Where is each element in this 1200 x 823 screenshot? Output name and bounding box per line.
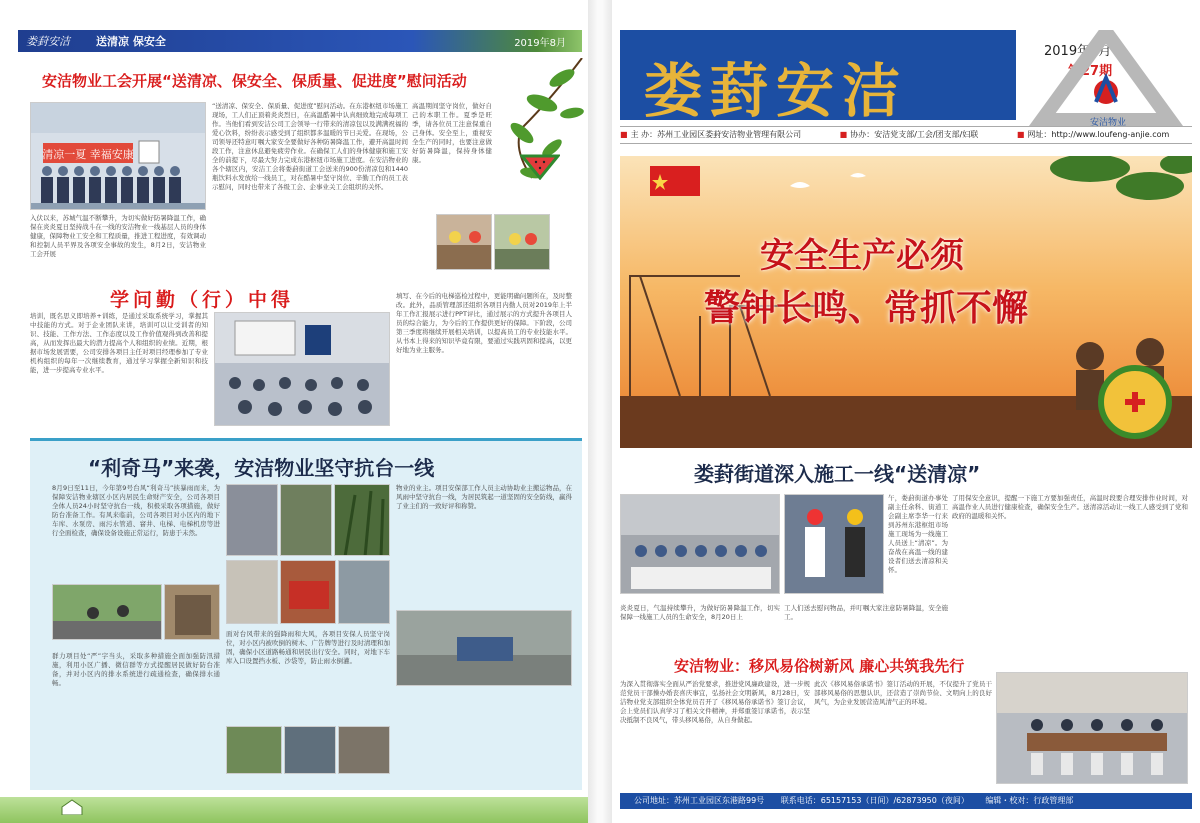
article4-photo-2 — [784, 494, 884, 594]
right-page — [612, 0, 1200, 823]
article3-photo-1 — [52, 584, 162, 640]
article3-photo-3 — [226, 484, 278, 556]
masthead — [620, 30, 1016, 125]
article3-photo-7 — [280, 560, 336, 624]
article1-photo-small-1 — [436, 214, 492, 270]
article1-photo-small-2 — [494, 214, 550, 270]
article4-photo-1 — [620, 494, 780, 594]
left-page-header — [18, 30, 582, 52]
header-brand: 娄葑安洁 — [26, 35, 70, 48]
classroom-illustration — [215, 313, 390, 426]
company-logo-icon — [1020, 30, 1192, 126]
footer-address: 公司地址：苏州工业园区东港路99号 — [634, 796, 765, 805]
meeting-illustration — [997, 673, 1188, 784]
tree-leaves-illustration — [492, 58, 588, 208]
article4-body-bottom-mid: 工人们送去慰问物品，并叮嘱大家注意防暑降温，安全施工。 — [784, 604, 948, 621]
article3-photo-4 — [280, 484, 332, 556]
svg-text:清凉一夏 幸福安康: 清凉一夏 幸福安康 — [42, 148, 134, 161]
footer-editor: 编辑・校对：行政管理部 — [985, 796, 1074, 805]
left-page — [0, 0, 588, 823]
issue-date: 2019年8月刊 — [1044, 44, 1125, 59]
article1-body-mid: “送清凉、保安全、保质量、促进度”慰问活动。在东港枢纽市场施工现场，工人们正顶着炎炎烈日，在高温酷暑中认真细致地完成每项工作。当他们看到安洁公司工会领导一行带来的清凉包以及满满祝福的爱心饮料，纷纷表示感受到了组织都多温暖的节日关爱。在现场，公司领导还特意叮嘱大家安全要做好各种防暑降温工作，避开高温时间段工作，注意休息避免疲劳作业。在确保工人们的身体健康和施工安全的前提下，尽最大努力完成东港枢纽市场施工进度。在安洁物业的各个辖区内，安洁工会将娄葑街道工会送来的900份清凉包和1440瓶饮料水发放给一线员工，对在酷暑中坚守岗位、辛勤工作的员工表示慰问，同时也带来了各级工会、企事业关工会组织的关怀。 — [212, 102, 408, 191]
issue-number: 第27期 — [1068, 64, 1113, 79]
info-bar: ■ 主 办：苏州工业园区娄葑安洁物业管理有限公司 ■ 协办：安洁党支部/工会/团支部/妇联 ■ 网址：http://www.loufeng-anjie.com — [620, 126, 1192, 144]
article2-title: 学问勤（行）中得 — [110, 289, 295, 311]
header-slogan: 送清凉 保安全 — [96, 35, 166, 48]
article3-photo-10 — [284, 726, 336, 774]
article3-body-bottom-left: 群力项目处“严”字当头，采取多种措施全面加强防汛措施，利用小区广播、微信群等方式提醒居民做好防台准备，并对小区内的排水系统进行疏通检查，确保排水通畅。 — [52, 652, 220, 687]
info-site[interactable]: 网址：http://www.loufeng-anjie.com — [1027, 130, 1170, 139]
article3-photo-12 — [396, 610, 572, 686]
house-icon — [60, 799, 84, 815]
hero-line-1: 安全生产必须 — [760, 236, 964, 276]
grass-border — [0, 797, 588, 823]
article1-title: 安洁物业工会开展“送清凉、保安全、保质量、促进度”慰问活动 — [42, 72, 467, 90]
article3-body-mid: 面对台风带来的强降雨和大风，各项目安保人员坚守岗位，对小区内被吹倒的树木、广告牌等进行及时清理和加固，确保小区道路畅通和居民出行安全。同时，对地下车库入口设置挡水板、沙袋等，防止雨水倒灌。 — [226, 630, 390, 665]
hero-banner — [620, 156, 1192, 448]
article1-body-left: 入伏以来，苏城气温不断攀升，为切实做好防暑降温工作，确保在炎炎夏日坚持战斗在一线的安洁物业一线基层人员的身体健康，保障物业工安全和工程质量，推进工程进度，有效调动和控制人员平界及各项安全事故的发生，8月2日，安洁物业工会开展 — [30, 214, 206, 258]
article4-body-mid: 午，娄葑街道办事处副主任余科、街道工会副主席李华一行来到苏州东港枢纽市场施工现场为一线施工人员送上“清凉”。为奋战在高温一线的建设者们送去清凉和关怀。 — [888, 494, 948, 574]
right-page-footer — [620, 793, 1192, 809]
article4-body-right: 了用保安全意识，提醒一下施工方要加强责任，高温时段要合理安排作业时间，对高温作业人员进行健康检查，确保安全生产。送清凉活动让一线工人感受到了党和政府的温暖和关怀。 — [952, 494, 1188, 520]
article3-photo-2 — [164, 584, 220, 640]
masthead-title: 娄葑安洁 — [644, 57, 909, 125]
article3-body-top: 8月9日至11日，今年第9号台风“利奇马”挟暴雨而来，为保障安洁物业辖区小区内居民生命财产安全，公司各项目全体人员24小时坚守抗台一线，积极采取各项措施，做好防台准备工作。有风来临前，公司各项目对小区内的地下车库、水泵房、雨污水管道、窨井、电梯、电梯机房等进行全面检查，确保设备设施正常运行，防患于未然。 — [52, 484, 220, 537]
article3-photo-5 — [334, 484, 390, 556]
article3-photo-6 — [226, 560, 278, 624]
header-date: 2019年8月 — [514, 38, 566, 49]
article4-body-bottom-left: 炎炎夏日，气温持续攀升，为做好防暑降温工作，切实保障一线施工人员的生命安全，8月20日上 — [620, 604, 780, 621]
article5-body-left: 为深入贯彻落实全面从严治党要求，推进党风廉政建设，进一步规范党员干部操办婚丧喜庆事宜，弘扬社会文明新风，8月28日，安洁物业党支部组织全体党员召开了《移风易俗承诺书》签订会议，会上党员们认真学习了相关文件精神，并郑重签订承诺书，表示坚决抵制不良风气，带头移风易俗，从自身做起。 — [620, 680, 810, 724]
info-host: 主 办：苏州工业园区娄葑安洁物业管理有限公司 — [630, 130, 802, 139]
article2-photo — [214, 312, 390, 426]
article1-body-right: 高温期间坚守岗位，做好自己的本职工作。夏季是旺季，请各位员工注意保重自己身体。安全至上，重视安全生产的同时，也要注意做好防暑降温，保持身体健康。 — [412, 102, 492, 164]
article3-photo-9 — [226, 726, 282, 774]
hero-line-2: 警钟长鸣、常抓不懈 — [704, 288, 1029, 329]
watermelon-icon — [520, 150, 560, 180]
article4-title: 娄葑街道深入施工一线“送清凉” — [694, 462, 981, 486]
article5-photo — [996, 672, 1188, 784]
article5-body-mid: 此次《移风易俗承诺书》签订活动的开展，不仅提升了党员干部移风易俗的思想认识，还营造了崇尚节俭、文明向上的良好风气，为企业发展营造风清气正的环境。 — [814, 680, 992, 706]
article2-body-right: 填写、在今后的电梯巡检过程中，更能明确问题所在，及时整改。此外，品质管理部还组织各项目内勤人员对2019年上半年工作汇报展示进行PPT评比，通过展示的方式提升各项目人员的综合能力，为今后的工作提供更好的保障。下阶段，公司第三季度将继续开展相关培训，以提高员工的专业技能水平。从书本上得来的知识毕竟有限，要通过实践巩固和提高，以更好地为业主服务。 — [396, 292, 572, 354]
article5-title: 安洁物业：移风易俗树新风 廉心共筑我先行 — [674, 657, 965, 675]
article1-photo — [30, 102, 206, 210]
logo-label: 安洁物业 — [1090, 118, 1127, 128]
group-photo-illustration — [31, 103, 206, 210]
article2-body-left: 培训，既名思义即培养+训练，是通过采取系统学习，掌握其中技能的方式。对于企业团队来讲，培训可以让受训者的知识、技能、工作方法、工作态度以及工作价值观得到改善和提高，从而发挥出最大的潜力提高个人和组织的业绩。近期，根据市场发展需要，公司安排各项目主任对项目经理参加了专业机构组织的每年一次继续教育，通过学习掌握全新知识和技能，进一步提高专业水平。 — [30, 312, 208, 374]
article3-photo-11 — [338, 726, 390, 774]
article3-body-right: 物业的业主。项目安保部工作人员主动协助业主搬运物品，在风雨中坚守抗台一线，为居民筑起一道坚固的安全防线，赢得了业主们的一致好评和称赞。 — [396, 484, 572, 510]
info-co: 协办：安洁党支部/工会/团支部/妇联 — [850, 130, 979, 139]
article3-title: “利奇马”来袭，安洁物业坚守抗台一线 — [88, 456, 435, 480]
footer-phone: 联系电话：65157153（日间）/62873950（夜间） — [780, 796, 969, 805]
article3-photo-8 — [338, 560, 390, 624]
page-gutter — [588, 0, 612, 823]
